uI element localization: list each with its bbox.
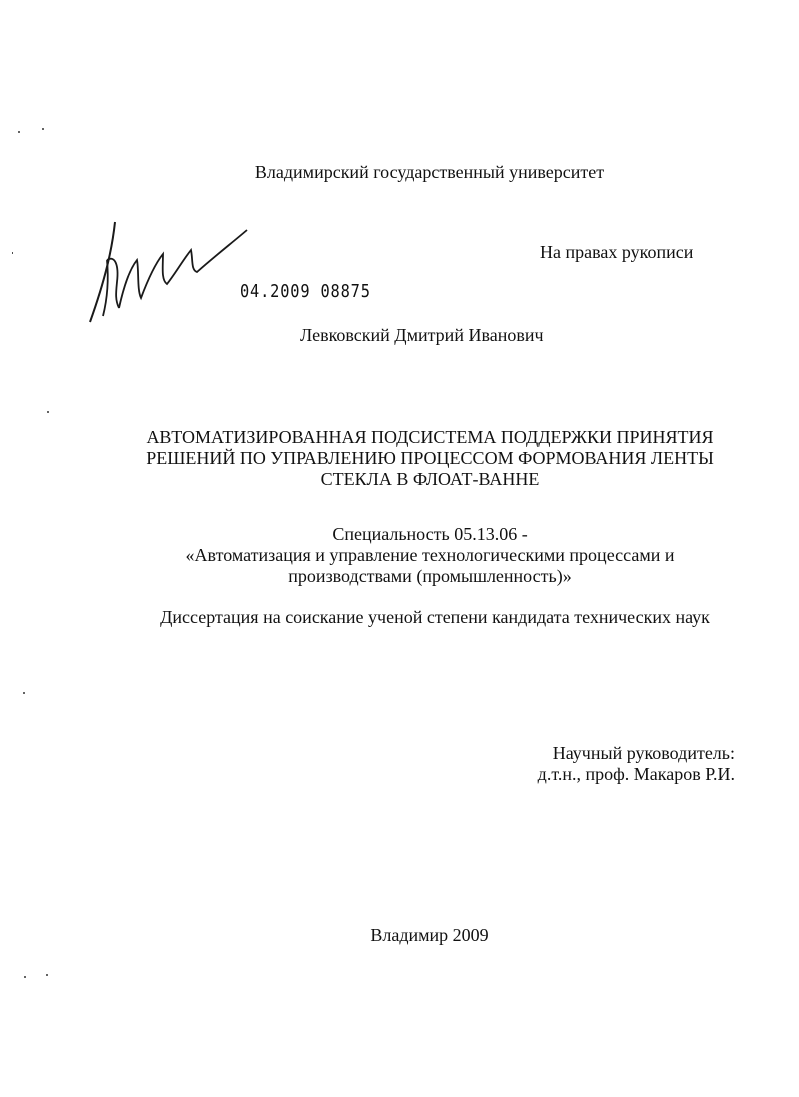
scan-speck <box>23 692 25 694</box>
degree-statement: Диссертация на соискание ученой степени кандидата технических наук <box>160 607 710 627</box>
scan-speck <box>18 131 20 133</box>
scan-speck <box>24 976 26 978</box>
rights-note: На правах рукописи <box>540 242 694 262</box>
university-name: Владимирский государственный университет <box>254 162 605 182</box>
city-year: Владимир 2009 <box>370 925 489 945</box>
title-line: РЕШЕНИЙ ПО УПРАВЛЕНИЮ ПРОЦЕССОМ ФОРМОВАНИЯ ЛЕНТЫ <box>146 448 714 468</box>
dissertation-title <box>120 427 740 490</box>
advisor-name: д.т.н., проф. Макаров Р.И. <box>537 764 735 784</box>
specialty-code: Специальность 05.13.06 - <box>332 524 528 544</box>
scan-speck <box>46 974 48 976</box>
title-line: СТЕКЛА В ФЛОАТ-ВАННЕ <box>320 469 540 489</box>
scan-speck <box>12 252 13 254</box>
specialty-name-line: производствами (промышленность)» <box>288 566 572 586</box>
scan-speck <box>47 411 49 413</box>
advisor-block <box>460 743 735 785</box>
author-name: Левковский Дмитрий Иванович <box>300 325 544 345</box>
registration-stamp: 04.2009 08875 <box>240 281 371 302</box>
signature-image <box>85 220 255 330</box>
specialty-name-line: «Автоматизация и управление технологическими процессами и <box>185 545 675 565</box>
advisor-label: Научный руководитель: <box>552 743 735 763</box>
specialty-block <box>140 524 720 587</box>
scan-speck <box>42 128 44 130</box>
title-line: АВТОМАТИЗИРОВАННАЯ ПОДСИСТЕМА ПОДДЕРЖКИ ПРИНЯТИЯ <box>146 427 714 447</box>
